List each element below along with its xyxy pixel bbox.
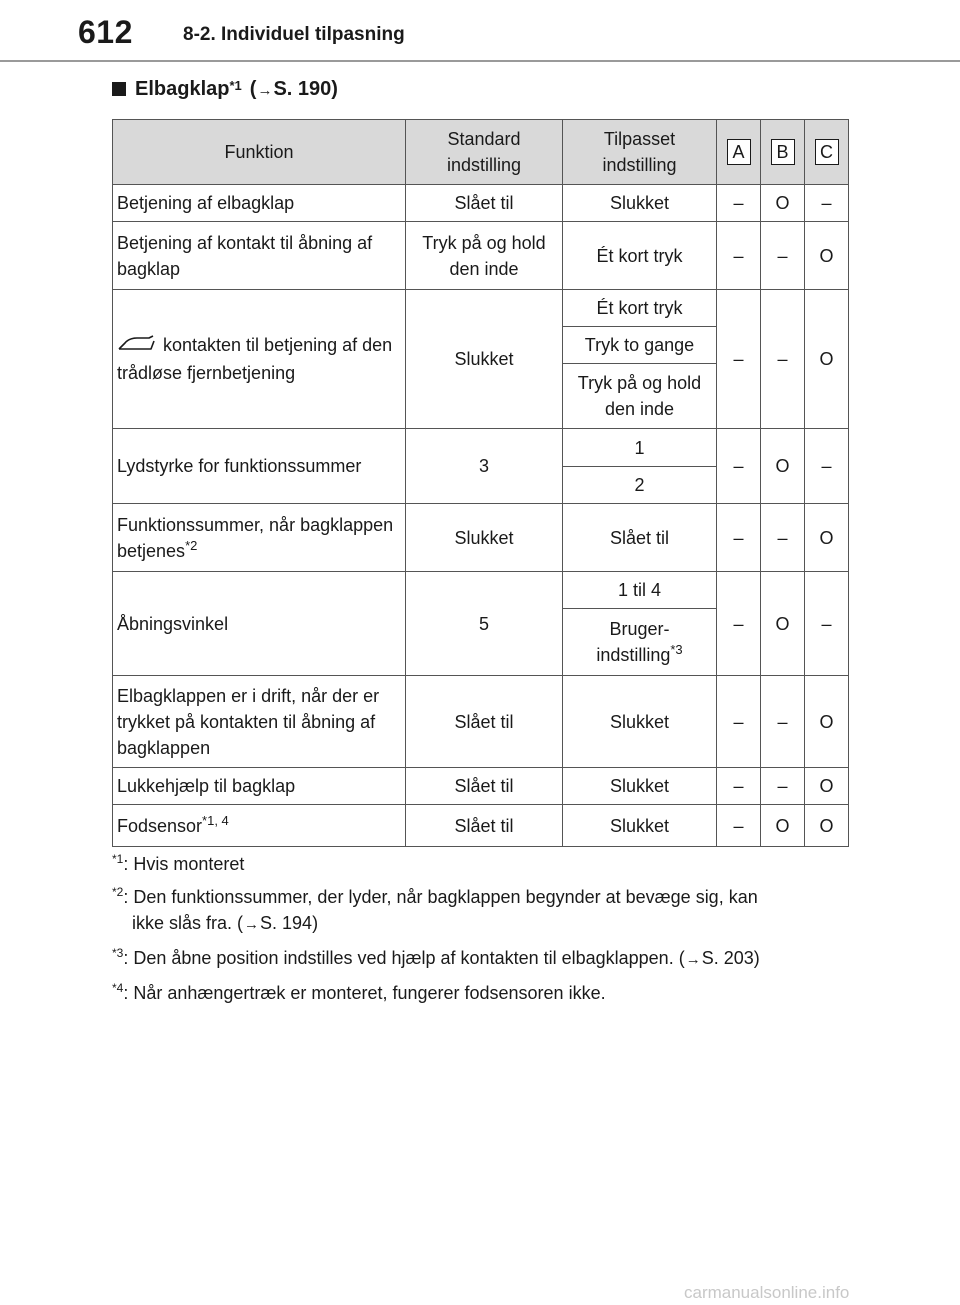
- row-c: –: [805, 572, 849, 676]
- row-function: [113, 805, 406, 847]
- header-standard: Standard indstilling: [406, 120, 563, 185]
- header-custom: Tilpasset indstilling: [563, 120, 717, 185]
- row-a: –: [717, 290, 761, 429]
- table-row: [113, 676, 849, 768]
- row-b: –: [761, 768, 805, 805]
- footnote: [112, 945, 852, 973]
- footnote-text: : Hvis monteret: [123, 854, 245, 874]
- row-a: –: [717, 768, 761, 805]
- table-row: [113, 572, 849, 609]
- footnote-text: : Når anhængertræk er monteret, fungerer fodsensoren ikke.: [123, 983, 606, 1003]
- row-b: –: [761, 676, 805, 768]
- row-custom: Tryk på og hold den inde: [563, 364, 717, 429]
- arrow-icon: →: [244, 916, 260, 933]
- row-a: –: [717, 429, 761, 504]
- row-standard: Slået til: [406, 185, 563, 222]
- footnotes: [112, 851, 852, 1013]
- footnote-mark: *2: [185, 537, 198, 553]
- row-custom: Slukket: [563, 676, 717, 768]
- row-function: [113, 504, 406, 572]
- boxed-letter-a: A: [727, 139, 751, 165]
- row-standard: Slukket: [406, 504, 563, 572]
- boxed-letter-c: C: [815, 139, 839, 165]
- row-function-text: Fodsensor: [117, 815, 203, 836]
- row-custom-line1: Bruger-: [609, 619, 670, 639]
- square-bullet-icon: [112, 82, 126, 96]
- table-row: [113, 429, 849, 467]
- table-row: [113, 222, 849, 290]
- row-custom: [563, 609, 717, 676]
- settings-table: [112, 119, 849, 847]
- row-custom: 1 til 4: [563, 572, 717, 609]
- footnote-text: : Den åbne position indstilles ved hjælp af kontakten til elbagklappen. (: [123, 948, 685, 968]
- back-door-icon: [117, 333, 157, 360]
- arrow-icon: →: [257, 82, 273, 99]
- row-standard: Tryk på og hold den inde: [406, 222, 563, 290]
- row-custom: 1: [563, 429, 717, 467]
- header-a: [717, 120, 761, 185]
- row-function-text: kontakten til betjening af den trådløse fjernbetjening: [117, 335, 393, 383]
- row-a: –: [717, 572, 761, 676]
- table-row: [113, 504, 849, 572]
- row-standard: Slået til: [406, 805, 563, 847]
- section-title: [112, 78, 338, 101]
- table-row: [113, 185, 849, 222]
- table-header-row: [113, 120, 849, 185]
- row-c: –: [805, 185, 849, 222]
- row-function: [113, 290, 406, 429]
- page-number: 612: [78, 14, 133, 50]
- row-standard: Slukket: [406, 290, 563, 429]
- row-standard: 3: [406, 429, 563, 504]
- row-custom-line2: indstilling: [596, 645, 671, 665]
- footnote-mark: *1, 4: [202, 812, 229, 828]
- row-a: –: [717, 504, 761, 572]
- row-b: O: [761, 429, 805, 504]
- row-c: O: [805, 222, 849, 290]
- section-title-text: Elbagklap: [135, 78, 230, 100]
- footnote: [112, 851, 852, 877]
- row-a: –: [717, 185, 761, 222]
- row-function: Betjening af kontakt til åbning af bagklap: [113, 222, 406, 290]
- footnote: [112, 980, 852, 1006]
- row-c: O: [805, 290, 849, 429]
- footnote-text: : Den funktionssummer, der lyder, når bagklappen begynder at bevæge sig, kan: [123, 887, 758, 907]
- footnote-mark: *3: [112, 946, 124, 960]
- row-function: Åbningsvinkel: [113, 572, 406, 676]
- row-custom: Slukket: [563, 185, 717, 222]
- row-b: O: [761, 572, 805, 676]
- row-a: –: [717, 805, 761, 847]
- page-reference: S. 194): [260, 913, 319, 933]
- row-a: –: [717, 222, 761, 290]
- row-custom: 2: [563, 467, 717, 504]
- row-custom: Tryk to gange: [563, 327, 717, 364]
- row-function: Lydstyrke for funktionssummer: [113, 429, 406, 504]
- footnote-mark: *1: [112, 852, 124, 866]
- boxed-letter-b: B: [771, 139, 795, 165]
- row-custom: Slukket: [563, 768, 717, 805]
- footnote-mark: *4: [112, 981, 124, 995]
- row-custom: Slået til: [563, 504, 717, 572]
- page-header: [0, 0, 960, 62]
- row-standard: Slået til: [406, 768, 563, 805]
- row-function: Elbagklappen er i drift, når der er trykket på kontakten til åbning af bagklappen: [113, 676, 406, 768]
- row-standard: Slået til: [406, 676, 563, 768]
- header-b: [761, 120, 805, 185]
- ref-open: (: [249, 78, 257, 100]
- row-c: –: [805, 429, 849, 504]
- footnote-mark: *3: [670, 642, 683, 657]
- row-standard: 5: [406, 572, 563, 676]
- table-row: [113, 768, 849, 805]
- row-b: O: [761, 185, 805, 222]
- footnote-continuation: [112, 910, 852, 938]
- watermark: carmanualsonline.info: [684, 1283, 850, 1302]
- page-reference: S. 190): [273, 78, 338, 100]
- header-function: Funktion: [113, 120, 406, 185]
- header-divider: [0, 60, 960, 62]
- section-footnote-mark: *1: [229, 78, 242, 93]
- arrow-icon: →: [685, 951, 701, 968]
- row-c: O: [805, 768, 849, 805]
- row-a: –: [717, 676, 761, 768]
- row-b: –: [761, 222, 805, 290]
- footnote-text-2: ikke slås fra. (: [132, 913, 244, 933]
- footnote: [112, 884, 852, 938]
- row-function: Lukkehjælp til bagklap: [113, 768, 406, 805]
- row-custom: Ét kort tryk: [563, 222, 717, 290]
- row-c: O: [805, 504, 849, 572]
- row-c: O: [805, 805, 849, 847]
- header-c: [805, 120, 849, 185]
- row-c: O: [805, 676, 849, 768]
- table-row: [113, 290, 849, 327]
- row-b: –: [761, 290, 805, 429]
- table-row: [113, 805, 849, 847]
- footnote-mark: *2: [112, 885, 124, 899]
- row-function-text: Funktionssummer, når bagklappen betjenes: [117, 514, 394, 561]
- row-custom: Ét kort tryk: [563, 290, 717, 327]
- page-reference: S. 203): [701, 948, 760, 968]
- row-b: –: [761, 504, 805, 572]
- row-function: Betjening af elbagklap: [113, 185, 406, 222]
- row-custom: Slukket: [563, 805, 717, 847]
- chapter-title: 8-2. Individuel tilpasning: [183, 24, 405, 45]
- row-b: O: [761, 805, 805, 847]
